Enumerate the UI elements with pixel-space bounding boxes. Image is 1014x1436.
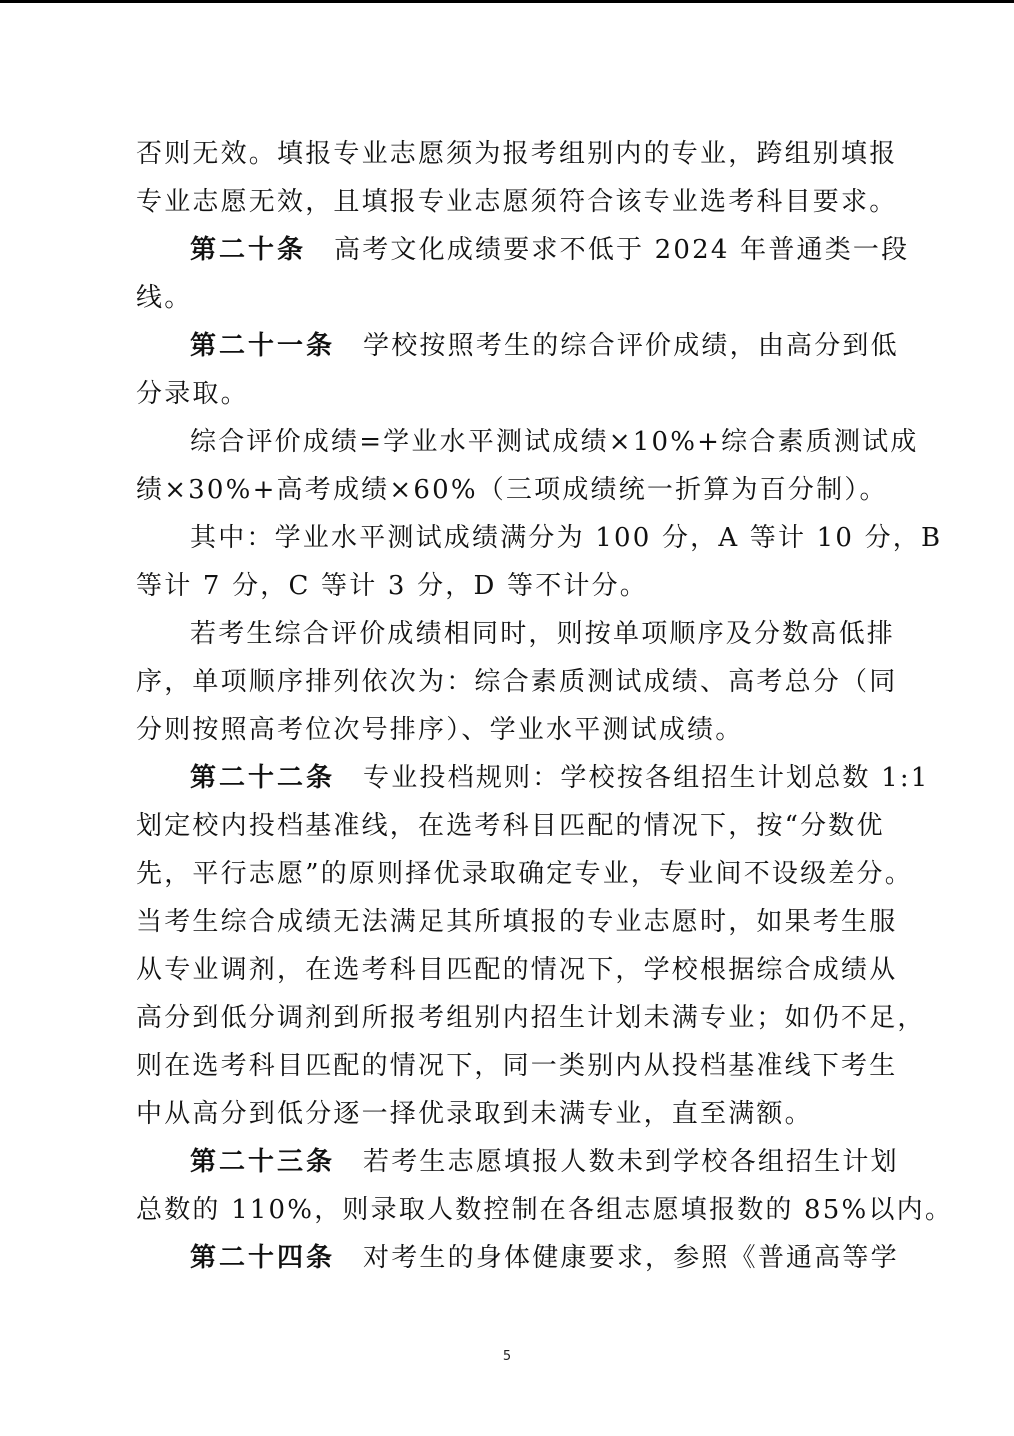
line-text: 专业投档规则：学校按各组招生计划总数 1:1	[363, 763, 930, 793]
article-24	[190, 1234, 899, 1282]
text-line	[136, 178, 897, 226]
line-text: 若考生综合评价成绩相同时，则按单项顺序及分数高低排	[190, 619, 896, 649]
line-text: 若考生志愿填报人数未到学校各组招生计划	[363, 1147, 899, 1177]
tiebreak-paragraph	[190, 610, 895, 658]
scoring-paragraph	[190, 514, 942, 562]
line-text: 高考文化成绩要求不低于 2024 年普通类一段	[334, 235, 910, 265]
article-21	[190, 322, 899, 370]
text-line	[136, 1042, 897, 1090]
text-line	[136, 370, 249, 418]
line-text: 分录取。	[136, 379, 249, 409]
text-line	[136, 946, 897, 994]
line-text: 分则按照高考位次号排序）、学业水平测试成绩。	[136, 715, 744, 745]
line-text: 先，平行志愿”的原则择优录取确定专业，专业间不设级差分。	[136, 859, 913, 889]
line-text: 划定校内投档基准线，在选考科目匹配的情况下，按“分数优	[136, 811, 885, 841]
top-border	[0, 0, 1014, 3]
text-line	[136, 130, 897, 178]
text-line	[136, 562, 648, 610]
text-line	[136, 706, 743, 754]
article-label: 第二十条	[190, 235, 307, 265]
line-text: 当考生综合成绩无法满足其所填报的专业志愿时，如果考生服	[136, 907, 898, 937]
text-line	[136, 994, 926, 1042]
line-text: 等计 7 分，C 等计 3 分，D 等不计分。	[136, 571, 649, 601]
line-text: 从专业调剂，在选考科目匹配的情况下，学校根据综合成绩从	[136, 955, 898, 985]
text-line	[136, 658, 897, 706]
text-line	[136, 850, 913, 898]
text-line	[136, 898, 897, 946]
article-label: 第二十二条	[190, 763, 336, 793]
formula-paragraph	[190, 418, 919, 466]
line-text: 中从高分到低分逐一择优录取到未满专业，直至满额。	[136, 1099, 813, 1129]
text-line	[136, 1186, 953, 1234]
article-label: 第二十三条	[190, 1147, 336, 1177]
line-text: 总数的 110%，则录取人数控制在各组志愿填报数的 85%以内。	[136, 1195, 954, 1225]
line-text: 否则无效。填报专业志愿须为报考组别内的专业，跨组别填报	[136, 139, 898, 169]
article-20	[190, 226, 909, 274]
text-line	[136, 802, 885, 850]
line-text: 高分到低分调剂到所报考组别内招生计划未满专业；如仍不足，	[136, 1003, 926, 1033]
line-text: 线。	[136, 283, 193, 313]
text-line	[136, 274, 192, 322]
article-label: 第二十四条	[190, 1243, 336, 1273]
line-text: 综合评价成绩=学业水平测试成绩×10%+综合素质测试成	[190, 427, 919, 457]
line-text: 绩×30%+高考成绩×60%（三项成绩统一折算为百分制）。	[136, 475, 888, 505]
article-23	[190, 1138, 899, 1186]
line-text: 则在选考科目匹配的情况下，同一类别内从投档基准线下考生	[136, 1051, 898, 1081]
line-text: 对考生的身体健康要求，参照《普通高等学	[363, 1243, 899, 1273]
line-text: 学校按照考生的综合评价成绩，由高分到低	[363, 331, 899, 361]
line-text: 序，单项顺序排列依次为：综合素质测试成绩、高考总分（同	[136, 667, 898, 697]
line-text: 专业志愿无效，且填报专业志愿须符合该专业选考科目要求。	[136, 187, 898, 217]
text-line	[136, 466, 888, 514]
line-text: 其中：学业水平测试成绩满分为 100 分，A 等计 10 分，B	[190, 523, 943, 553]
article-label: 第二十一条	[190, 331, 336, 361]
article-22	[190, 754, 930, 802]
page-number: 5	[502, 1349, 512, 1364]
text-line	[136, 1090, 813, 1138]
